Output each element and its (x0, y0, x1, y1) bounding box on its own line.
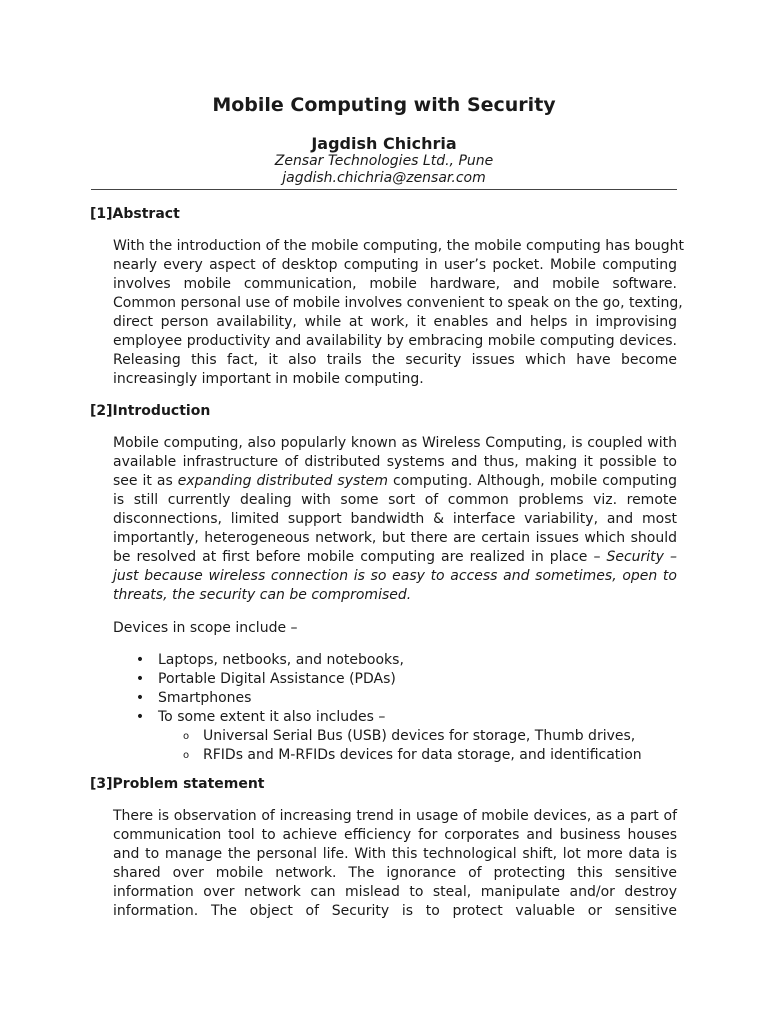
introduction-line: disconnections, limited support bandwidth & interface variability, and most (113, 511, 677, 527)
introduction-line: is still currently dealing with some sort of common problems viz. remote (113, 492, 677, 508)
sub-list-item-text: RFIDs and M-RFIDs devices for data storage, and identification (203, 747, 642, 763)
introduction-line (113, 586, 677, 605)
problem-line: and to manage the personal life. With this technological shift, lot more data is (113, 846, 677, 862)
bullet-icon: • (135, 709, 145, 725)
introduction-line: available infrastructure of distributed systems and thus, making it possible to (113, 454, 677, 470)
author-organization: Zensar Technologies Ltd., Pune (274, 153, 494, 169)
abstract-line: involves mobile communication, mobile hardware, and mobile software. (113, 276, 677, 292)
abstract-line: Common personal use of mobile involves convenient to speak on the go, texting, (113, 295, 683, 311)
introduction-emphasis: Security – (606, 549, 677, 565)
introduction-line (113, 472, 677, 491)
bullet-icon: • (135, 690, 145, 706)
problem-line: communication tool to achieve efficiency for corporates and business houses (113, 827, 677, 843)
sub-bullet-icon: o (182, 750, 190, 761)
abstract-line: nearly every aspect of desktop computing in user’s pocket. Mobile computing (113, 257, 677, 273)
list-item (113, 708, 642, 727)
introduction-paragraph (113, 434, 677, 605)
introduction-line (113, 548, 677, 567)
list-item (113, 651, 642, 670)
devices-intro: Devices in scope include – (113, 620, 298, 636)
introduction-line: Mobile computing, also popularly known as Wireless Computing, is coupled with (113, 435, 677, 451)
abstract-line: direct person availability, while at work, it enables and helps in improvising (113, 314, 677, 330)
author-name: Jagdish Chichria (311, 134, 457, 153)
problem-heading: [3]Problem statement (90, 776, 265, 792)
introduction-line (113, 567, 677, 586)
paper-title: Mobile Computing with Security (212, 94, 556, 116)
problem-line: information over network can mislead to steal, manipulate and/or destroy (113, 884, 677, 900)
sub-bullet-icon: o (182, 731, 190, 742)
introduction-emphasis: expanding distributed system (177, 473, 389, 489)
sub-list-item-text: Universal Serial Bus (USB) devices for storage, Thumb drives, (203, 728, 636, 744)
sub-list-item (113, 746, 642, 765)
author-email: jagdish.chichria@zensar.com (282, 170, 486, 186)
problem-line: shared over mobile network. The ignorance of protecting this sensitive (113, 865, 677, 881)
introduction-emphasis: threats, the security can be compromised. (113, 587, 412, 603)
list-item-text: Laptops, netbooks, and notebooks, (158, 652, 404, 668)
sub-list-item (113, 727, 642, 746)
list-item (113, 670, 642, 689)
introduction-text: see it as (113, 473, 178, 489)
header-divider (91, 189, 677, 190)
abstract-paragraph (113, 237, 685, 389)
list-item (113, 689, 642, 708)
bullet-icon: • (135, 671, 145, 687)
introduction-emphasis: just because wireless connection is so easy to access and sometimes, open to (113, 568, 677, 584)
abstract-line: Releasing this fact, it also trails the security issues which have become (113, 352, 677, 368)
list-item-text: To some extent it also includes – (158, 709, 386, 725)
list-item-text: Smartphones (158, 690, 252, 706)
introduction-text: computing. Although, mobile computing (388, 473, 677, 489)
introduction-text: be resolved at first before mobile computing are realized in place – (113, 549, 607, 565)
introduction-heading: [2]Introduction (90, 403, 211, 419)
problem-line: information. The object of Security is to protect valuable or sensitive (113, 903, 677, 919)
problem-paragraph (113, 807, 677, 921)
abstract-line: increasingly important in mobile computing. (113, 371, 424, 387)
abstract-heading: [1]Abstract (90, 206, 180, 222)
abstract-line: employee productivity and availability by embracing mobile computing devices. (113, 333, 677, 349)
bullet-icon: • (135, 652, 145, 668)
introduction-line: importantly, heterogeneous network, but there are certain issues which should (113, 530, 677, 546)
list-item-text: Portable Digital Assistance (PDAs) (158, 671, 396, 687)
devices-list (113, 651, 642, 765)
abstract-line: With the introduction of the mobile computing, the mobile computing has bought (113, 238, 685, 254)
problem-line: There is observation of increasing trend in usage of mobile devices, as a part of (113, 808, 677, 824)
